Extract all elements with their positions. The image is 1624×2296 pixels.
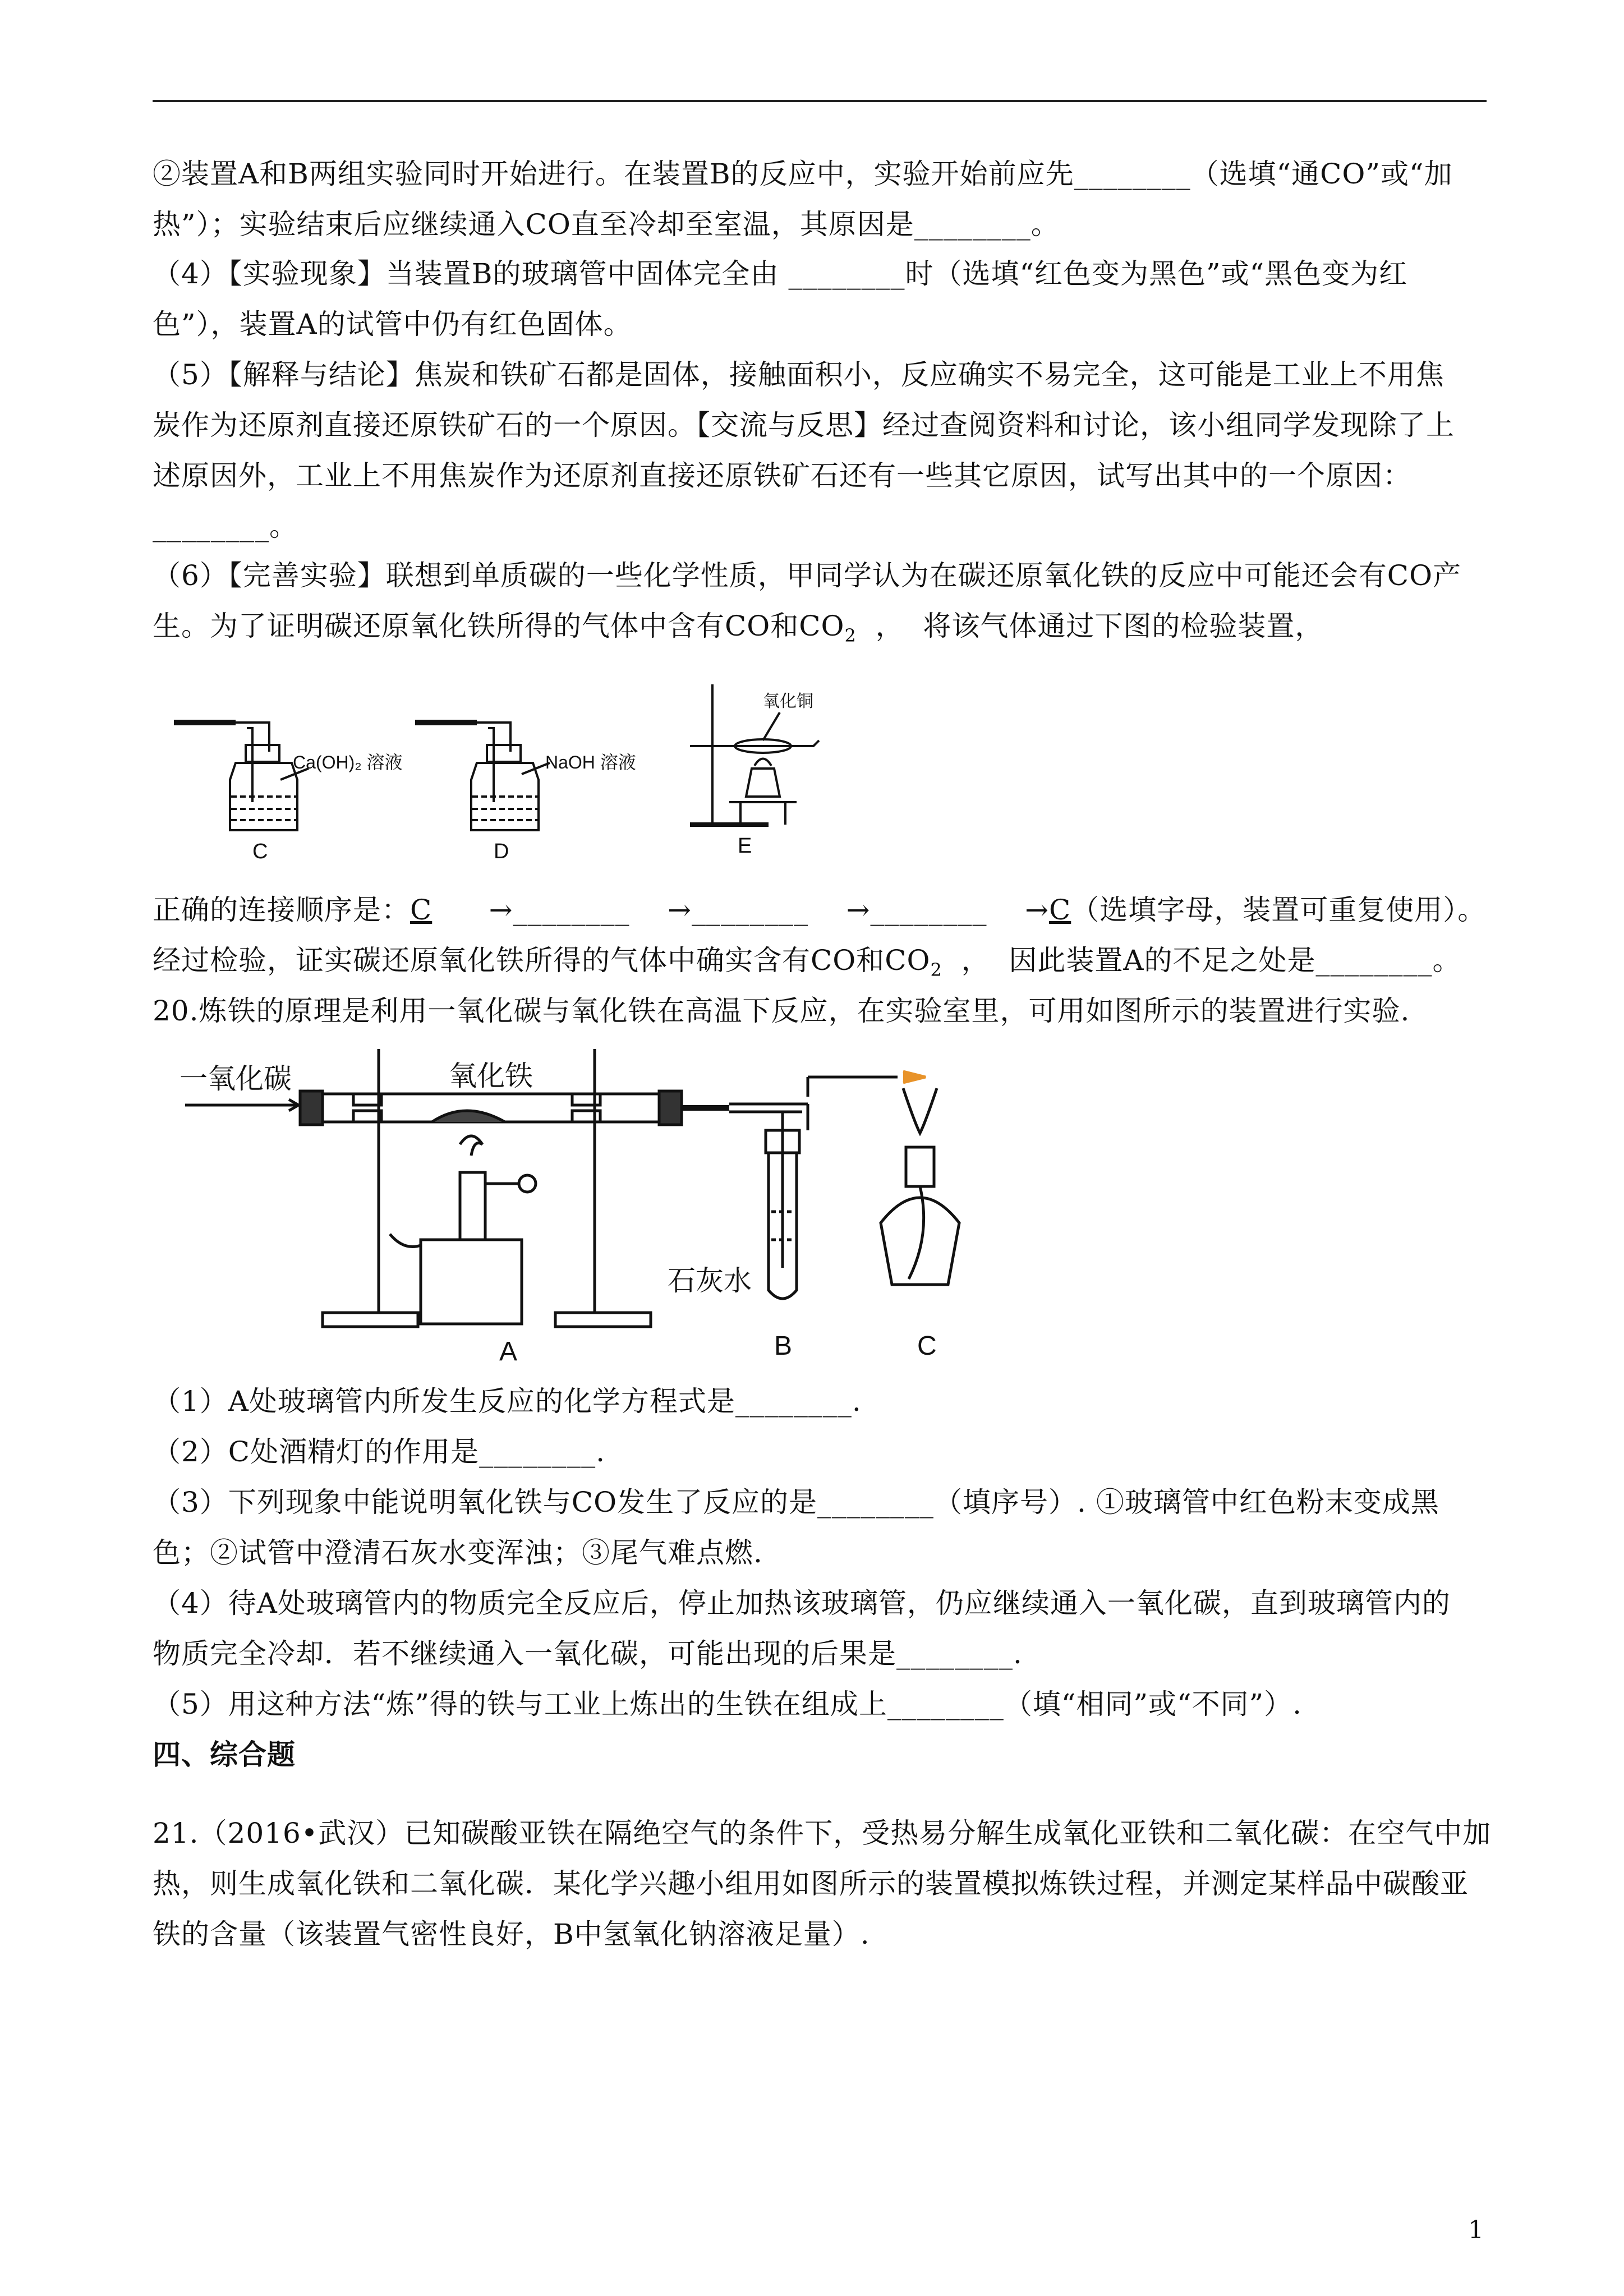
arrow: → bbox=[489, 894, 513, 926]
label-c: C bbox=[252, 840, 268, 863]
text-line bbox=[153, 944, 1488, 987]
text-span: ， 因此装置A的不足之处是________。 bbox=[942, 944, 1461, 977]
section-heading: 四、综合题 bbox=[153, 1738, 296, 1771]
text-line: （4）待A处玻璃管内的物质完全反应后，停止加热该玻璃管，仍应继续通入一氧化碳，直到玻璃管内的 bbox=[153, 1587, 1451, 1619]
text-line: 色”），装置A的试管中仍有红色固体。 bbox=[153, 308, 632, 341]
order-last: C bbox=[1049, 894, 1071, 926]
q20-intro: 20.炼铁的原理是利用一氧化碳与氧化铁在高温下反应，在实验室里，可用如图所示的装置进行实验. bbox=[153, 995, 1410, 1027]
blank: ________ bbox=[513, 894, 630, 926]
text-line: （1）A处玻璃管内所发生反应的化学方程式是________. bbox=[153, 1385, 862, 1418]
text-line: 述原因外，工业上不用焦炭作为还原剂直接还原铁矿石还有一些其它原因，试写出其中的一个原因： bbox=[153, 459, 1411, 492]
text-line: （2）C处酒精灯的作用是________. bbox=[153, 1435, 605, 1468]
text-span: 正确的连接顺序是： bbox=[153, 894, 410, 926]
text-line: （4）【实验现象】当装置B的玻璃管中固体完全由 ________时（选填“红色变为黑色”或“黑色变为红 bbox=[153, 257, 1408, 290]
text-span: （选填字母，装置可重复使用）。 bbox=[1071, 894, 1487, 926]
text-line: （5）用这种方法“炼”得的铁与工业上炼出的生铁在组成上________（填“相同”或“不同”）. bbox=[153, 1688, 1303, 1720]
label-b: B bbox=[774, 1331, 793, 1361]
text-span: 经过检验，证实碳还原氧化铁所得的气体中确实含有CO和CO bbox=[153, 944, 931, 977]
text-span: 生。为了证明碳还原氧化铁所得的气体中含有CO和CO bbox=[153, 610, 845, 642]
arrow: → bbox=[668, 894, 692, 926]
reagent-label-c: Ca(OH)₂ 溶液 bbox=[293, 752, 403, 772]
label-limewater: 石灰水 bbox=[668, 1265, 752, 1296]
text-line: 热”）；实验结束后应继续通入CO直至冷却至室温，其原因是________。 bbox=[153, 208, 1060, 241]
label-d: D bbox=[494, 840, 509, 863]
label-a: A bbox=[499, 1337, 518, 1366]
text-line: 21.（2016•武汉）已知碳酸亚铁在隔绝空气的条件下，受热易分解生成氧化亚铁和二氧化碳：在空气中加 bbox=[153, 1817, 1492, 1849]
text-line: 物质完全冷却．若不继续通入一氧化碳，可能出现的后果是________. bbox=[153, 1637, 1023, 1670]
label-c: C bbox=[917, 1331, 937, 1361]
order-line bbox=[153, 893, 1488, 927]
arrow: → bbox=[846, 894, 871, 926]
arrow: → bbox=[1025, 894, 1049, 926]
text-line: ________。 bbox=[153, 510, 298, 542]
text-line: （5）【解释与结论】焦炭和铁矿石都是固体，接触面积小，反应确实不易完全，这可能是工业上不用焦 bbox=[153, 358, 1444, 391]
order-first: C bbox=[410, 894, 433, 926]
text-line: 炭作为还原剂直接还原铁矿石的一个原因。【交流与反思】经过查阅资料和讨论，该小组同学发现除了上 bbox=[153, 409, 1455, 441]
reagent-label-e: 氧化铜 bbox=[763, 692, 813, 711]
label-e: E bbox=[738, 834, 752, 858]
text-line: 热，则生成氧化铁和二氧化碳．某化学兴趣小组用如图所示的装置模拟炼铁过程，并测定某样品中碳酸亚 bbox=[153, 1867, 1469, 1900]
text-line: （3）下列现象中能说明氧化铁与CO发生了反应的是________（填序号）. ①玻璃管中红色粉末变成黑 bbox=[153, 1486, 1439, 1519]
text-line: 铁的含量（该装置气密性良好，B中氢氧化钠溶液足量）. bbox=[153, 1918, 870, 1950]
header-rule bbox=[153, 100, 1487, 102]
gas-test-apparatus-figure bbox=[168, 662, 898, 864]
blank: ________ bbox=[870, 894, 987, 926]
blank: ________ bbox=[692, 894, 809, 926]
text-line: （6）【完善实验】联想到单质碳的一些化学性质，甲同学认为在碳还原氧化铁的反应中可能还会有CO产 bbox=[153, 559, 1462, 592]
text-line bbox=[153, 609, 1488, 652]
iron-smelting-apparatus-figure bbox=[168, 1043, 1010, 1369]
label-carbon-monoxide: 一氧化碳 bbox=[180, 1063, 292, 1094]
page-number: 1 bbox=[1468, 2216, 1484, 2244]
text-line: ②装置A和B两组实验同时开始进行。在装置B的反应中，实验开始前应先________（选填“通CO”或“加 bbox=[153, 158, 1453, 190]
label-iron-oxide: 氧化铁 bbox=[449, 1060, 533, 1092]
reagent-label-d: NaOH 溶液 bbox=[545, 752, 636, 772]
text-span: ， 将该气体通过下图的检验装置， bbox=[856, 610, 1324, 642]
subscript: 2 bbox=[844, 625, 857, 646]
subscript: 2 bbox=[930, 959, 942, 981]
text-line: 色；②试管中澄清石灰水变浑浊；③尾气难点燃. bbox=[153, 1536, 763, 1569]
